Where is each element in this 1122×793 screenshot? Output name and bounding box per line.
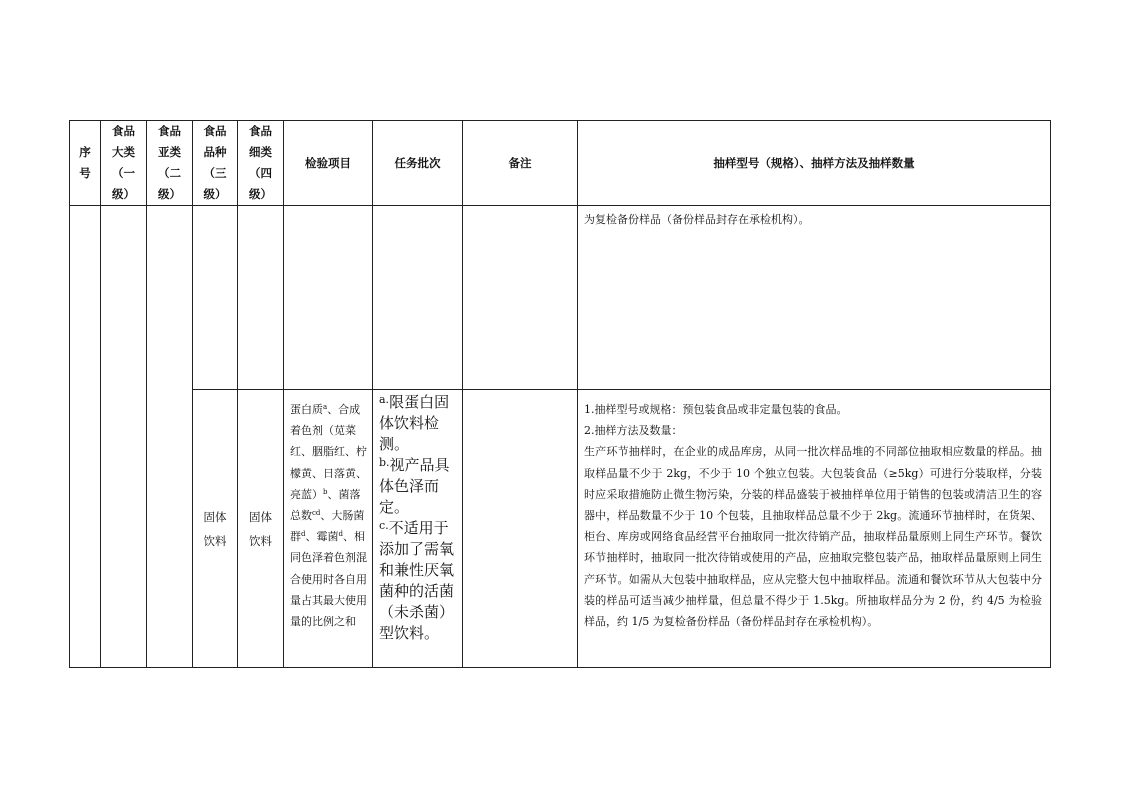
cell-method-continued: 为复检备份样品（备份样品封存在承检机构）。: [578, 206, 1051, 390]
item-total-count: 、菌落总数$^{cd}$: [290, 487, 361, 523]
header-items: 检验项目: [284, 121, 373, 206]
cell-cat4: 固体饮料: [238, 390, 284, 668]
header-cat1: 食品大类（一级）: [101, 121, 147, 206]
cell-note-empty: [463, 206, 578, 390]
cell-cat1: [101, 206, 147, 668]
cell-cat3: 固体饮料: [193, 390, 238, 668]
cell-cat3-empty: [193, 206, 238, 390]
header-cat2: 食品亚类（二级）: [147, 121, 193, 206]
cell-cat4-empty: [238, 206, 284, 390]
batch-note: $^{b.}$视产品具体色泽而定。: [379, 456, 450, 516]
header-cat3: 食品品种（三级）: [193, 121, 238, 206]
cell-cat2: [147, 206, 193, 668]
table-row: [70, 206, 1051, 390]
header-cat4: 食品细类（四级）: [238, 121, 284, 206]
header-batch: 任务批次: [373, 121, 463, 206]
header-method: 抽样型号（规格）、抽样方法及抽样数量: [578, 121, 1051, 206]
item-protein: 蛋白质$^a$: [290, 403, 328, 416]
method-line: 1.抽样型号或规格：预包装食品或非定量包装的食品。: [584, 403, 848, 416]
cell-seq: [70, 206, 101, 668]
batch-note: $^{c.}$不适用于添加了需氧和兼性厌氧菌种的活菌（未杀菌）型饮料。: [379, 519, 455, 642]
sampling-table: [69, 120, 1051, 668]
item-colorants: 、合成着色剂（苋菜红、胭脂红、柠檬黄、日落黄、亮蓝）$^b$: [290, 403, 367, 501]
cell-items: [284, 390, 373, 668]
method-paragraph: 生产环节抽样时，在企业的成品库房，从同一批次样品堆的不同部位抽取相应数量的样品。抽取样品量不少于 2kg，不少于 10 个独立包装。大包装食品（≥5kg）可进行分装取样，分装时应采取措施防止微生物污染，分装的样品盛装于被抽样单位用于销售的包装或清洁卫生的容器中，样品数量不少于 10 个包装，且抽取样品总量不少于 2kg。流通环节抽样时，在货架、柜台、库房或网络食品经营平台抽取同一批次待销产品，抽取样品量原则上同生产环节。餐饮环节抽样时，抽取同一批次待销或使用的产品，应抽取完整包装产品，抽取样品量原则上同生产环节。如需从大包装中抽取样品，应从完整大包中抽取样品。流通和餐饮环节从大包装中分装的样品可适当减少抽样量，但总量不得少于 1.5kg。所抽取样品分为 2 份，约 4/5 为检验样品，约 1/5 为复检备份样品（备份样品封存在承检机构）。: [584, 445, 1042, 629]
cell-batch-empty: [373, 206, 463, 390]
method-line: 2.抽样方法及数量：: [584, 424, 683, 438]
batch-note: $^{a.}$限蛋白固体饮料检测。: [379, 393, 450, 453]
header-note: 备注: [463, 121, 578, 206]
item-coliforms: 、大肠菌群$^d$: [290, 509, 365, 544]
item-colorant-ratio: 、相同色泽着色剂混合使用时各自用量占其最大使用量的比例之和: [290, 530, 367, 629]
item-mold: 、霉菌$^d$: [305, 530, 343, 544]
cell-note: [463, 390, 578, 668]
header-row: [70, 121, 1051, 206]
header-seq: 序号: [70, 121, 101, 206]
table-row: [70, 390, 1051, 668]
cell-batch: [373, 390, 463, 668]
cell-method: [578, 390, 1051, 668]
cell-items-empty: [284, 206, 373, 390]
